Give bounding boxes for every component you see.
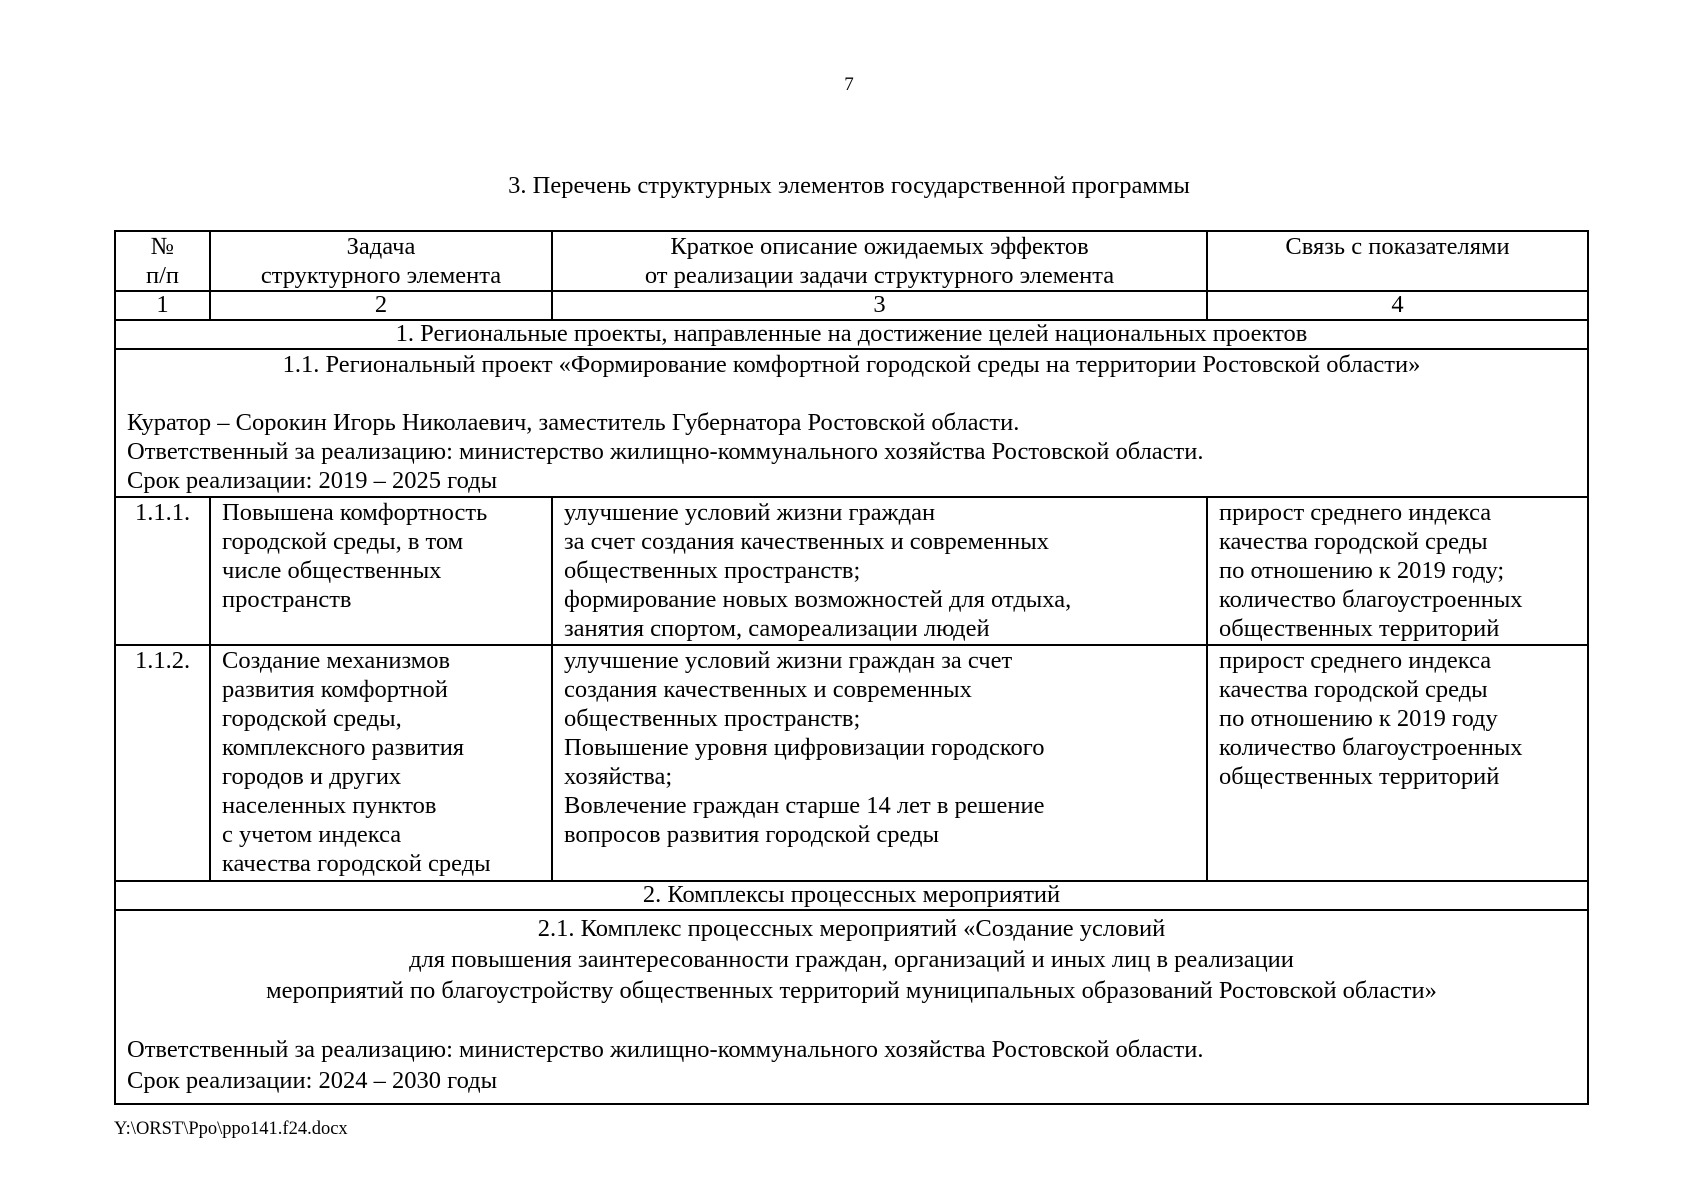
section-1-title: 1. Региональные проекты, направленные на достижение целей национальных проектов bbox=[115, 320, 1588, 349]
complex-term: Срок реализации: 2024 – 2030 годы bbox=[127, 1067, 498, 1094]
row-indicators: прирост среднего индекса качества городской среды по отношению к 2019 году; количество благоустроенных общественных территорий bbox=[1207, 497, 1588, 645]
column-number: 4 bbox=[1207, 291, 1588, 320]
project-title: 1.1. Региональный проект «Формирование комфортной городской среды на территории Ростовской области» bbox=[282, 351, 1421, 378]
project-curator: Куратор – Сорокин Игорь Николаевич, заместитель Губернатора Ростовской области. bbox=[127, 409, 1020, 436]
complex-title-line: для повышения заинтересованности граждан, организаций и иных лиц в реализации bbox=[409, 946, 1294, 973]
column-number: 2 bbox=[210, 291, 552, 320]
column-number: 3 bbox=[552, 291, 1207, 320]
section-row bbox=[115, 320, 1588, 349]
row-effects: улучшение условий жизни граждан за счет создания качественных и современных общественных пространств; формирование новых возможностей для отдыха, занятия спортом, самореализации людей bbox=[552, 497, 1207, 645]
project-info-row bbox=[115, 349, 1588, 497]
structural-elements-table bbox=[114, 230, 1589, 1105]
project-responsible: Ответственный за реализацию: министерство жилищно-коммунального хозяйства Ростовской области. bbox=[127, 438, 1204, 465]
table-row bbox=[115, 645, 1588, 881]
project-info-cell bbox=[115, 349, 1588, 497]
complex-info-row bbox=[115, 910, 1588, 1104]
row-task: Создание механизмов развития комфортной городской среды, комплексного развития городов и других населенных пунктов с учетом индекса качества городской среды bbox=[210, 645, 552, 881]
table-row bbox=[115, 497, 1588, 645]
complex-info-cell bbox=[115, 910, 1588, 1104]
section-2-title: 2. Комплексы процессных мероприятий bbox=[115, 881, 1588, 910]
row-number: 1.1.1. bbox=[115, 497, 210, 645]
document-file-path: Y:\ORST\Ppo\ppo141.f24.docx bbox=[114, 1119, 348, 1139]
row-number: 1.1.2. bbox=[115, 645, 210, 881]
row-task: Повышена комфортность городской среды, в том числе общественных пространств bbox=[210, 497, 552, 645]
complex-title-line: 2.1. Комплекс процессных мероприятий «Создание условий bbox=[537, 915, 1166, 942]
section-row bbox=[115, 881, 1588, 910]
complex-responsible: Ответственный за реализацию: министерство жилищно-коммунального хозяйства Ростовской области. bbox=[127, 1036, 1204, 1063]
header-task: Задача структурного элемента bbox=[210, 231, 552, 291]
complex-title-line: мероприятий по благоустройству общественных территорий муниципальных образований Ростовской области» bbox=[266, 977, 1437, 1004]
header-indicators: Связь с показателями bbox=[1207, 231, 1588, 291]
column-numbers-row bbox=[115, 291, 1588, 320]
table-header-row bbox=[115, 231, 1588, 291]
column-number: 1 bbox=[115, 291, 210, 320]
header-effects: Краткое описание ожидаемых эффектов от реализации задачи структурного элемента bbox=[552, 231, 1207, 291]
row-indicators: прирост среднего индекса качества городской среды по отношению к 2019 году количество благоустроенных общественных территорий bbox=[1207, 645, 1588, 881]
project-term: Срок реализации: 2019 – 2025 годы bbox=[127, 467, 498, 494]
page-number: 7 bbox=[844, 74, 854, 95]
row-effects: улучшение условий жизни граждан за счет создания качественных и современных общественных пространств; Повышение уровня цифровизации городского хозяйства; Вовлечение граждан старше 14 лет в решение вопросов развития городской среды bbox=[552, 645, 1207, 881]
header-number: № п/п bbox=[115, 231, 210, 291]
section-title: 3. Перечень структурных элементов государственной программы bbox=[508, 172, 1190, 199]
